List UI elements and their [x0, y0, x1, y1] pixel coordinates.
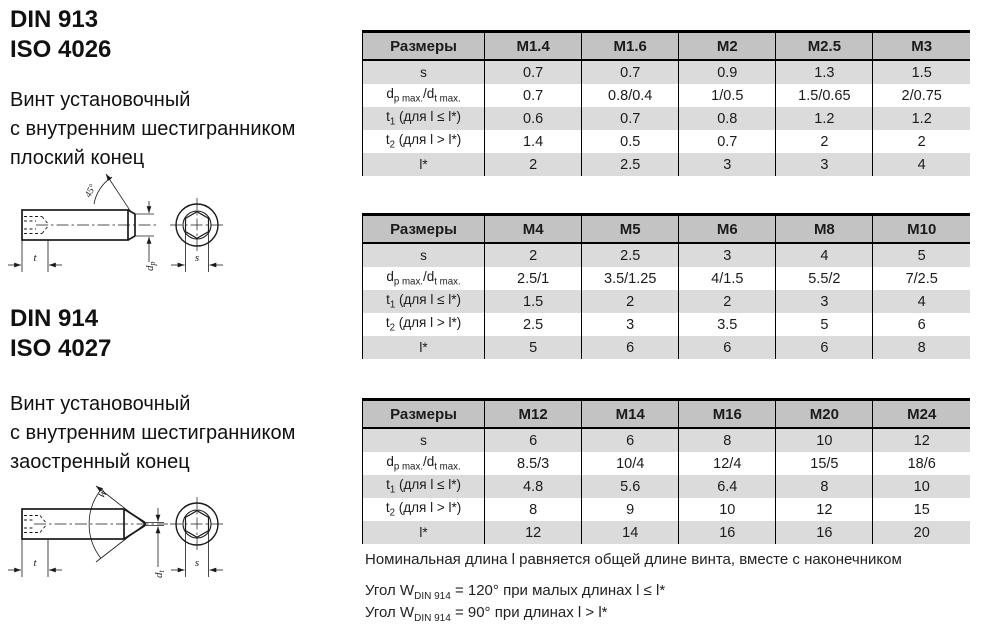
dimension-value-cell: 12 [776, 498, 873, 521]
dimension-value-cell: 2 [485, 153, 582, 176]
table-row [363, 498, 971, 521]
description-line: заостренный конец [10, 451, 190, 473]
end-view [170, 497, 224, 577]
table-row [363, 60, 971, 84]
dimensions-table-small [362, 30, 970, 176]
chamfer-angle-label: 45° [83, 182, 99, 200]
description-line: плоский конец [10, 147, 145, 169]
dimension-value-cell: 6 [485, 428, 582, 452]
dimension-value-cell: 2/0.75 [873, 84, 970, 107]
dimension-value-cell: 12 [485, 521, 582, 544]
sizes-corner-header: Размеры [363, 215, 485, 244]
dimension-value-cell: 12 [873, 428, 970, 452]
dimension-value-cell: 15/5 [776, 452, 873, 475]
size-column-header: M2.5 [776, 32, 873, 61]
angle-note-120: Угол $W_{DIN 914} = 120^\circ$ при малых длинах l ≤ l* [365, 582, 666, 602]
dimension-value-cell: 9 [582, 498, 679, 521]
table-row [363, 336, 971, 359]
dimension-value-cell: 2.5/1 [485, 267, 582, 290]
dimension-value-cell: 0.7 [485, 84, 582, 107]
dimension-value-cell: 10 [679, 498, 776, 521]
dimension-value-cell: 6 [776, 336, 873, 359]
size-column-header: M12 [485, 400, 582, 429]
dimension-value-cell: 1.5 [873, 60, 970, 84]
standard-heading-din913 [10, 5, 111, 65]
dimension-value-cell: 12/4 [679, 452, 776, 475]
dimension-value-cell: 5 [873, 243, 970, 267]
dimension-value-cell: 1/0.5 [679, 84, 776, 107]
dimension-value-cell: 3 [582, 313, 679, 336]
dimension-value-cell: 1.4 [485, 130, 582, 153]
table-row [363, 452, 971, 475]
description-din913 [10, 86, 295, 173]
tip-diameter-dimension [145, 508, 166, 578]
table-row [363, 153, 971, 176]
description-line: с внутренним шестигранником [10, 118, 296, 140]
dimension-value-cell: 0.7 [485, 60, 582, 84]
dimension-value-cell: 6 [582, 336, 679, 359]
standard-heading-din914 [10, 304, 111, 364]
dimension-value-cell: 2.5 [582, 243, 679, 267]
dimension-value-cell: 2 [873, 130, 970, 153]
dimension-value-cell: 20 [873, 521, 970, 544]
dimension-value-cell: 7/2.5 [873, 267, 970, 290]
dimension-value-cell: 16 [776, 521, 873, 544]
table-row [363, 130, 971, 153]
table-row [363, 290, 971, 313]
dimension-value-cell: 0.5 [582, 130, 679, 153]
size-column-header: M1.4 [485, 32, 582, 61]
dimension-value-cell: 6 [873, 313, 970, 336]
dimension-value-cell: 0.7 [582, 107, 679, 130]
dimension-value-cell: 4 [873, 153, 970, 176]
table-header-row [363, 400, 971, 429]
description-line: Винт установочный [10, 393, 191, 415]
description-line: с внутренним шестигранником [10, 422, 296, 444]
standard-line: DIN 913 [10, 6, 99, 33]
dimension-value-cell: 8.5/3 [485, 452, 582, 475]
socket-depth-dimension [8, 240, 62, 272]
dimension-value-cell: 5 [485, 336, 582, 359]
table-row [363, 475, 971, 498]
standard-line: DIN 914 [10, 305, 99, 332]
dimension-value-cell: 6 [582, 428, 679, 452]
row-label: $t_1$ (для l ≤ l*) [363, 475, 485, 498]
dimension-value-cell: 2 [679, 290, 776, 313]
size-column-header: M6 [679, 215, 776, 244]
row-label: $d_{p max.}/d_{t max.}$ [363, 267, 485, 290]
dimension-value-cell: 1.2 [873, 107, 970, 130]
dimension-value-cell: 3.5 [679, 313, 776, 336]
dimension-value-cell: 14 [582, 521, 679, 544]
table-row [363, 84, 971, 107]
row-label: $d_{p max.}/d_{t max.}$ [363, 84, 485, 107]
dimension-value-cell: 8 [873, 336, 970, 359]
dimension-value-cell: 16 [679, 521, 776, 544]
dimension-value-cell: 3 [776, 290, 873, 313]
cone-point-screw-drawing [6, 477, 234, 589]
dimension-value-cell: 4.8 [485, 475, 582, 498]
end-view [170, 198, 224, 272]
table-row [363, 267, 971, 290]
row-label: $d_{p max.}/d_{t max.}$ [363, 452, 485, 475]
table-header-row [363, 32, 971, 61]
size-column-header: M8 [776, 215, 873, 244]
dimension-value-cell: 6.4 [679, 475, 776, 498]
dimension-value-cell: 8 [679, 428, 776, 452]
table-row [363, 521, 971, 544]
dimension-value-cell: 3 [679, 153, 776, 176]
row-label: s [363, 243, 485, 267]
description-line: Винт установочный [10, 89, 191, 111]
angle-note-90: Угол $W_{DIN 914} = 90^\circ$ при длинах l > l* [365, 604, 608, 624]
dimension-value-cell: 2 [582, 290, 679, 313]
sizes-corner-header: Размеры [363, 32, 485, 61]
dimension-value-cell: 0.7 [582, 60, 679, 84]
dimension-value-cell: 1.2 [776, 107, 873, 130]
table-row [363, 428, 971, 452]
t-dimension-label: t [33, 557, 37, 569]
size-column-header: M20 [776, 400, 873, 429]
description-din914 [10, 390, 295, 477]
dimensions-table-large [362, 398, 970, 544]
t-dimension-label: t [33, 252, 37, 264]
size-column-header: M2 [679, 32, 776, 61]
dimension-value-cell: 6 [679, 336, 776, 359]
dimension-value-cell: 3.5/1.25 [582, 267, 679, 290]
dimensions-table-medium [362, 213, 970, 359]
dimension-value-cell: 2.5 [582, 153, 679, 176]
s-dimension-label: s [194, 557, 200, 569]
dimension-value-cell: 0.8/0.4 [582, 84, 679, 107]
dimension-value-cell: 2.5 [485, 313, 582, 336]
side-view [8, 174, 158, 272]
row-label: $t_2$ (для l > l*) [363, 498, 485, 521]
table-header-row [363, 215, 971, 244]
dp-dimension-label: dp [144, 261, 157, 271]
dimension-value-cell: 4 [873, 290, 970, 313]
row-label: l* [363, 336, 485, 359]
size-column-header: M10 [873, 215, 970, 244]
dimension-value-cell: 1.5 [485, 290, 582, 313]
row-label: s [363, 60, 485, 84]
dimension-value-cell: 8 [776, 475, 873, 498]
s-dimension-label: s [194, 252, 200, 264]
dimension-value-cell: 10 [873, 475, 970, 498]
dimension-value-cell: 10 [776, 428, 873, 452]
dimension-value-cell: 4 [776, 243, 873, 267]
dimension-value-cell: 5.5/2 [776, 267, 873, 290]
dimension-value-cell: 2 [485, 243, 582, 267]
row-label: $t_1$ (для l ≤ l*) [363, 290, 485, 313]
dimension-value-cell: 10/4 [582, 452, 679, 475]
dimension-value-cell: 5.6 [582, 475, 679, 498]
row-label: $t_2$ (для l > l*) [363, 313, 485, 336]
dimension-value-cell: 1.3 [776, 60, 873, 84]
row-label: l* [363, 153, 485, 176]
size-column-header: M24 [873, 400, 970, 429]
length-note: Номинальная длина l равняется общей длине винта, вместе с наконечником [365, 551, 902, 568]
row-label: l* [363, 521, 485, 544]
dimension-value-cell: 0.7 [679, 130, 776, 153]
size-column-header: M16 [679, 400, 776, 429]
table-row [363, 107, 971, 130]
dimension-value-cell: 0.9 [679, 60, 776, 84]
dimension-value-cell: 1.5/0.65 [776, 84, 873, 107]
dt-dimension-label: dt [153, 570, 166, 578]
size-column-header: M3 [873, 32, 970, 61]
size-column-header: M4 [485, 215, 582, 244]
flat-diameter-dimension [135, 201, 157, 271]
size-column-header: M1.6 [582, 32, 679, 61]
row-label: $t_2$ (для l > l*) [363, 130, 485, 153]
standard-line: ISO 4027 [10, 335, 112, 362]
row-label: s [363, 428, 485, 452]
dimension-value-cell: 4/1.5 [679, 267, 776, 290]
side-view [8, 486, 168, 578]
flat-point-screw-drawing [6, 170, 234, 282]
size-column-header: M14 [582, 400, 679, 429]
table-row [363, 243, 971, 267]
dimension-value-cell: 2 [776, 130, 873, 153]
dimension-value-cell: 8 [485, 498, 582, 521]
table-row [363, 313, 971, 336]
dimension-value-cell: 5 [776, 313, 873, 336]
dimension-value-cell: 3 [679, 243, 776, 267]
row-label: $t_1$ (для l ≤ l*) [363, 107, 485, 130]
dimension-value-cell: 0.8 [679, 107, 776, 130]
dimension-value-cell: 18/6 [873, 452, 970, 475]
cone-angle-label: W [97, 488, 111, 501]
dimension-value-cell: 0.6 [485, 107, 582, 130]
sizes-corner-header: Размеры [363, 400, 485, 429]
standard-line: ISO 4026 [10, 36, 112, 63]
chamfer-angle-annotation [83, 174, 131, 212]
dimension-value-cell: 3 [776, 153, 873, 176]
size-column-header: M5 [582, 215, 679, 244]
dimension-value-cell: 15 [873, 498, 970, 521]
socket-depth-dimension [8, 539, 62, 577]
